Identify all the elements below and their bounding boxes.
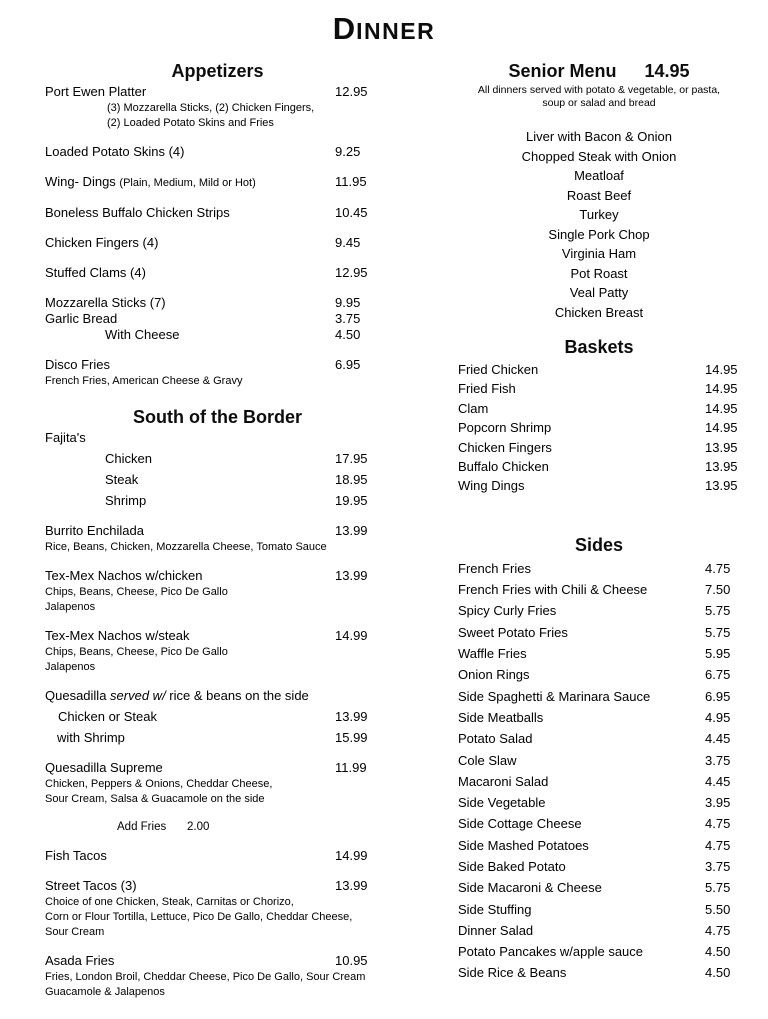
item-price: 6.75 bbox=[705, 667, 731, 683]
item-price: 13.95 bbox=[705, 439, 738, 455]
item-name: Onion Rings bbox=[458, 667, 530, 683]
item-price: 4.45 bbox=[705, 731, 731, 747]
appetizers-items bbox=[45, 84, 390, 388]
senior-dish: Turkey bbox=[579, 207, 619, 222]
item-line bbox=[45, 265, 390, 281]
item-name: Wing- Dings (Plain, Medium, Mild or Hot) bbox=[45, 174, 256, 189]
item-name-italic: served w/ bbox=[110, 688, 166, 703]
item-description: Choice of one Chicken, Steak, Carnitas or Chorizo, bbox=[45, 896, 294, 908]
menu-item-row bbox=[458, 399, 740, 418]
item-line bbox=[45, 493, 390, 509]
item-line bbox=[45, 848, 390, 864]
menu-item-row bbox=[458, 686, 740, 707]
item-description: (2) Loaded Potato Skins and Fries bbox=[107, 117, 274, 129]
senior-dish: Chicken Breast bbox=[554, 304, 644, 320]
menu-item bbox=[45, 628, 390, 674]
item-price: 3.95 bbox=[705, 795, 731, 811]
item-name: Dinner Salad bbox=[458, 922, 534, 938]
menu-item-row bbox=[458, 941, 740, 962]
item-price: 12.95 bbox=[335, 265, 368, 280]
item-line bbox=[45, 174, 390, 191]
senior-menu-heading-label: Senior Menu bbox=[508, 61, 617, 81]
menu-item bbox=[45, 235, 390, 251]
baskets-items bbox=[458, 360, 740, 496]
page-title-lead: D bbox=[332, 11, 357, 46]
item-name: Boneless Buffalo Chicken Strips bbox=[45, 205, 230, 220]
senior-dish: Chopped Steak with Onion bbox=[521, 148, 677, 164]
item-note: (Plain, Medium, Mild or Hot) bbox=[119, 177, 256, 189]
item-line bbox=[45, 688, 390, 704]
item-name: Burrito Enchilada bbox=[45, 523, 144, 538]
page-title bbox=[0, 10, 768, 50]
senior-dish: Liver with Bacon & Onion bbox=[526, 129, 672, 144]
section-appetizers bbox=[45, 60, 390, 388]
item-name: Quesadilla served w/ rice & beans on the side bbox=[45, 688, 309, 703]
item-description: Fries, London Broil, Cheddar Cheese, Pico De Gallo, Sour Cream bbox=[45, 971, 366, 983]
item-name: Chicken bbox=[105, 451, 152, 466]
menu-item bbox=[45, 820, 390, 834]
menu-item bbox=[45, 953, 390, 999]
item-price: 4.75 bbox=[705, 922, 731, 938]
menu-item bbox=[45, 174, 390, 191]
item-line bbox=[45, 357, 390, 373]
item-name: Wing Dings bbox=[458, 478, 525, 494]
section-south-of-the-border bbox=[45, 406, 390, 999]
item-name: Chicken or Steak bbox=[58, 709, 157, 724]
menu-item bbox=[45, 848, 390, 864]
right-column bbox=[458, 60, 740, 984]
item-name: Side Mashed Potatoes bbox=[458, 837, 589, 853]
section-baskets bbox=[458, 336, 740, 496]
menu-item-row bbox=[458, 792, 740, 813]
item-name: French Fries with Chili & Cheese bbox=[458, 582, 648, 598]
item-price: 3.75 bbox=[705, 752, 731, 768]
item-line bbox=[45, 953, 390, 969]
south-of-the-border-heading: South of the Border bbox=[133, 407, 302, 427]
item-name: Fish Tacos bbox=[45, 848, 107, 863]
item-price: 14.99 bbox=[335, 848, 368, 863]
item-description: Jalapenos bbox=[45, 601, 96, 613]
item-line bbox=[45, 430, 390, 446]
baskets-heading: Baskets bbox=[564, 337, 634, 357]
item-price: 14.99 bbox=[335, 628, 368, 643]
item-price: 10.95 bbox=[335, 953, 368, 968]
item-description: Jalapenos bbox=[45, 661, 96, 673]
menu-item-row bbox=[458, 476, 740, 495]
item-name: Shrimp bbox=[105, 493, 147, 508]
item-line bbox=[45, 628, 390, 644]
item-line bbox=[45, 523, 390, 539]
menu-item-row bbox=[458, 418, 740, 437]
item-line bbox=[45, 820, 390, 834]
item-name: Cole Slaw bbox=[458, 752, 517, 768]
item-name: Stuffed Clams (4) bbox=[45, 265, 146, 280]
menu-item bbox=[45, 144, 390, 160]
item-name: Chicken Fingers bbox=[458, 439, 552, 455]
item-price: 13.95 bbox=[705, 459, 738, 475]
item-name: With Cheese bbox=[105, 327, 180, 342]
item-line bbox=[45, 311, 390, 327]
item-price: 14.95 bbox=[705, 420, 738, 436]
menu-item-row bbox=[458, 835, 740, 856]
menu-item-row bbox=[458, 457, 740, 476]
menu-item bbox=[45, 760, 390, 806]
senior-dish: Roast Beef bbox=[566, 187, 632, 203]
item-price: 6.95 bbox=[705, 688, 731, 704]
left-column bbox=[45, 60, 390, 1013]
item-price: 3.75 bbox=[335, 311, 361, 326]
item-name: Clam bbox=[458, 400, 489, 416]
menu-item-row bbox=[458, 379, 740, 398]
menu-item-row bbox=[458, 558, 740, 579]
item-description: Chicken, Peppers & Onions, Cheddar Cheese, bbox=[45, 778, 273, 790]
item-price: 13.95 bbox=[705, 478, 738, 494]
menu-item bbox=[45, 265, 390, 281]
item-name: Side Vegetable bbox=[458, 795, 546, 811]
item-line bbox=[45, 878, 390, 894]
item-price: 9.95 bbox=[335, 295, 361, 310]
item-name: Chicken Fingers (4) bbox=[45, 235, 159, 250]
item-description: Sour Cream, Salsa & Guacamole on the side bbox=[45, 793, 265, 805]
item-price: 4.50 bbox=[705, 965, 731, 981]
item-name: Loaded Potato Skins (4) bbox=[45, 144, 185, 159]
menu-item-row bbox=[458, 600, 740, 621]
menu-item-row bbox=[458, 920, 740, 941]
senior-dish: Virginia Ham bbox=[561, 246, 637, 261]
item-price: 14.95 bbox=[705, 362, 738, 377]
item-line bbox=[45, 760, 390, 776]
item-price: 4.75 bbox=[705, 816, 731, 832]
item-name: Sweet Potato Fries bbox=[458, 624, 568, 640]
sides-heading: Sides bbox=[574, 534, 624, 555]
item-name: Waffle Fries bbox=[458, 646, 527, 662]
item-name: Side Meatballs bbox=[458, 709, 544, 725]
item-line bbox=[45, 84, 390, 100]
item-description: Rice, Beans, Chicken, Mozzarella Cheese, Tomato Sauce bbox=[45, 541, 327, 553]
south-of-the-border-items bbox=[45, 430, 390, 999]
menu-item bbox=[45, 688, 390, 746]
item-name: Side Rice & Beans bbox=[458, 965, 567, 981]
item-price: 5.75 bbox=[705, 603, 731, 619]
item-line bbox=[45, 709, 390, 725]
item-line bbox=[45, 327, 390, 343]
item-price: 4.75 bbox=[705, 837, 731, 853]
senior-menu-dishes bbox=[458, 127, 740, 322]
item-line bbox=[45, 730, 390, 746]
item-price: 4.50 bbox=[705, 944, 731, 960]
item-name: Fried Chicken bbox=[458, 362, 539, 377]
item-name: Tex-Mex Nachos w/chicken bbox=[45, 568, 203, 583]
item-name: Potato Salad bbox=[458, 731, 533, 747]
item-name: Spicy Curly Fries bbox=[458, 603, 557, 619]
item-name: Tex-Mex Nachos w/steak bbox=[45, 628, 190, 643]
item-price: 6.95 bbox=[335, 357, 361, 372]
item-name: Side Spaghetti & Marinara Sauce bbox=[458, 688, 651, 704]
item-price: 4.50 bbox=[335, 327, 361, 342]
appetizers-heading: Appetizers bbox=[171, 61, 264, 81]
senior-dish: Pot Roast bbox=[570, 265, 628, 281]
item-line bbox=[45, 205, 390, 221]
item-name: Mozzarella Sticks (7) bbox=[45, 295, 166, 310]
menu-item-row bbox=[458, 877, 740, 898]
item-price: 14.95 bbox=[705, 400, 738, 416]
item-price: 4.75 bbox=[705, 560, 731, 576]
item-line bbox=[45, 451, 390, 467]
item-name: French Fries bbox=[458, 560, 531, 576]
section-sides bbox=[458, 534, 740, 984]
item-name: Garlic Bread bbox=[45, 311, 118, 326]
menu-item bbox=[45, 568, 390, 614]
item-line bbox=[45, 235, 390, 251]
item-price: 12.95 bbox=[335, 84, 368, 99]
item-price: 5.75 bbox=[705, 880, 731, 896]
item-name: Side Cottage Cheese bbox=[458, 816, 582, 832]
item-price: 5.95 bbox=[705, 646, 731, 662]
senior-dish: Veal Patty bbox=[569, 285, 629, 300]
item-description: Chips, Beans, Cheese, Pico De Gallo bbox=[45, 646, 228, 658]
item-price: 4.45 bbox=[705, 773, 731, 789]
item-price: 9.45 bbox=[335, 235, 361, 250]
item-name: Port Ewen Platter bbox=[45, 84, 147, 99]
menu-item-row bbox=[458, 962, 740, 983]
item-line bbox=[45, 568, 390, 584]
item-name: Side Stuffing bbox=[458, 901, 532, 917]
item-name: Add Fries bbox=[117, 821, 167, 833]
item-description: (3) Mozzarella Sticks, (2) Chicken Fingers, bbox=[107, 102, 315, 114]
item-price: 3.75 bbox=[705, 859, 731, 874]
item-name: Potato Pancakes w/apple sauce bbox=[458, 944, 644, 960]
menu-item bbox=[45, 523, 390, 554]
item-price: 11.95 bbox=[335, 174, 367, 189]
item-price: 11.99 bbox=[335, 760, 367, 775]
item-price: 19.95 bbox=[335, 493, 368, 508]
menu-item-row bbox=[458, 707, 740, 728]
item-description: Guacamole & Jalapenos bbox=[45, 986, 165, 998]
item-price: 17.95 bbox=[335, 451, 368, 466]
item-name: Buffalo Chicken bbox=[458, 459, 549, 475]
menu-item bbox=[45, 205, 390, 221]
item-name: Side Baked Potato bbox=[458, 859, 566, 874]
item-price: 10.45 bbox=[335, 205, 368, 220]
menu-item-row bbox=[458, 622, 740, 643]
menu-item bbox=[45, 357, 390, 388]
item-description: Sour Cream bbox=[45, 926, 105, 938]
item-price: 13.99 bbox=[335, 878, 368, 893]
menu-item-row bbox=[458, 899, 740, 920]
senior-menu-note-line: All dinners served with potato & vegetable, or pasta, bbox=[477, 84, 721, 96]
senior-menu-heading-price: 14.95 bbox=[644, 61, 690, 81]
menu-item bbox=[45, 878, 390, 939]
menu-item bbox=[45, 84, 390, 130]
menu-item-row bbox=[458, 664, 740, 685]
senior-menu-note-line: soup or salad and bread bbox=[542, 97, 656, 109]
item-name: Steak bbox=[105, 472, 139, 487]
menu-item-row bbox=[458, 813, 740, 834]
senior-menu-note bbox=[458, 84, 740, 110]
item-price: 5.75 bbox=[705, 624, 731, 640]
senior-dish: Single Pork Chop bbox=[548, 226, 650, 242]
item-name: Quesadilla Supreme bbox=[45, 760, 163, 775]
item-name: Side Macaroni & Cheese bbox=[458, 880, 602, 896]
menu-item bbox=[45, 295, 390, 343]
section-senior-menu bbox=[458, 60, 740, 322]
item-price: 13.99 bbox=[335, 523, 368, 538]
item-price: 2.00 bbox=[187, 821, 210, 833]
item-description: French Fries, American Cheese & Gravy bbox=[45, 375, 243, 387]
menu-item-row bbox=[458, 750, 740, 771]
menu-item-row bbox=[458, 360, 740, 379]
item-name: Disco Fries bbox=[45, 357, 111, 372]
item-name: Asada Fries bbox=[45, 953, 115, 968]
item-price: 5.50 bbox=[705, 901, 731, 917]
menu-item-row bbox=[458, 771, 740, 792]
item-line bbox=[45, 144, 390, 160]
senior-menu-heading bbox=[458, 60, 740, 82]
item-price: 18.95 bbox=[335, 472, 368, 487]
item-price: 9.25 bbox=[335, 144, 361, 159]
menu-item-row bbox=[458, 579, 740, 600]
menu-item-row bbox=[458, 728, 740, 749]
item-name: Macaroni Salad bbox=[458, 773, 549, 789]
menu-item-row bbox=[458, 643, 740, 664]
item-price: 13.99 bbox=[335, 568, 368, 583]
item-description: Corn or Flour Tortilla, Lettuce, Pico De Gallo, Cheddar Cheese, bbox=[45, 911, 353, 923]
menu-item-row bbox=[458, 856, 740, 877]
item-name: Popcorn Shrimp bbox=[458, 420, 552, 436]
sides-items bbox=[458, 558, 740, 984]
senior-dish: Meatloaf bbox=[574, 168, 624, 183]
menu-item bbox=[45, 430, 390, 509]
item-name: Street Tacos (3) bbox=[45, 878, 137, 893]
page-title-rest: INNER bbox=[356, 18, 436, 44]
item-price: 15.99 bbox=[335, 730, 368, 745]
item-price: 4.95 bbox=[705, 709, 731, 725]
item-line bbox=[45, 295, 390, 311]
item-name: with Shrimp bbox=[57, 730, 125, 745]
item-name: Fajita's bbox=[45, 430, 86, 445]
item-description: Chips, Beans, Cheese, Pico De Gallo bbox=[45, 586, 228, 598]
item-price: 7.50 bbox=[705, 582, 731, 598]
menu-item-row bbox=[458, 438, 740, 457]
item-line bbox=[45, 472, 390, 488]
item-price: 13.99 bbox=[335, 709, 368, 724]
item-name: Fried Fish bbox=[458, 381, 516, 397]
item-price: 14.95 bbox=[705, 381, 738, 397]
